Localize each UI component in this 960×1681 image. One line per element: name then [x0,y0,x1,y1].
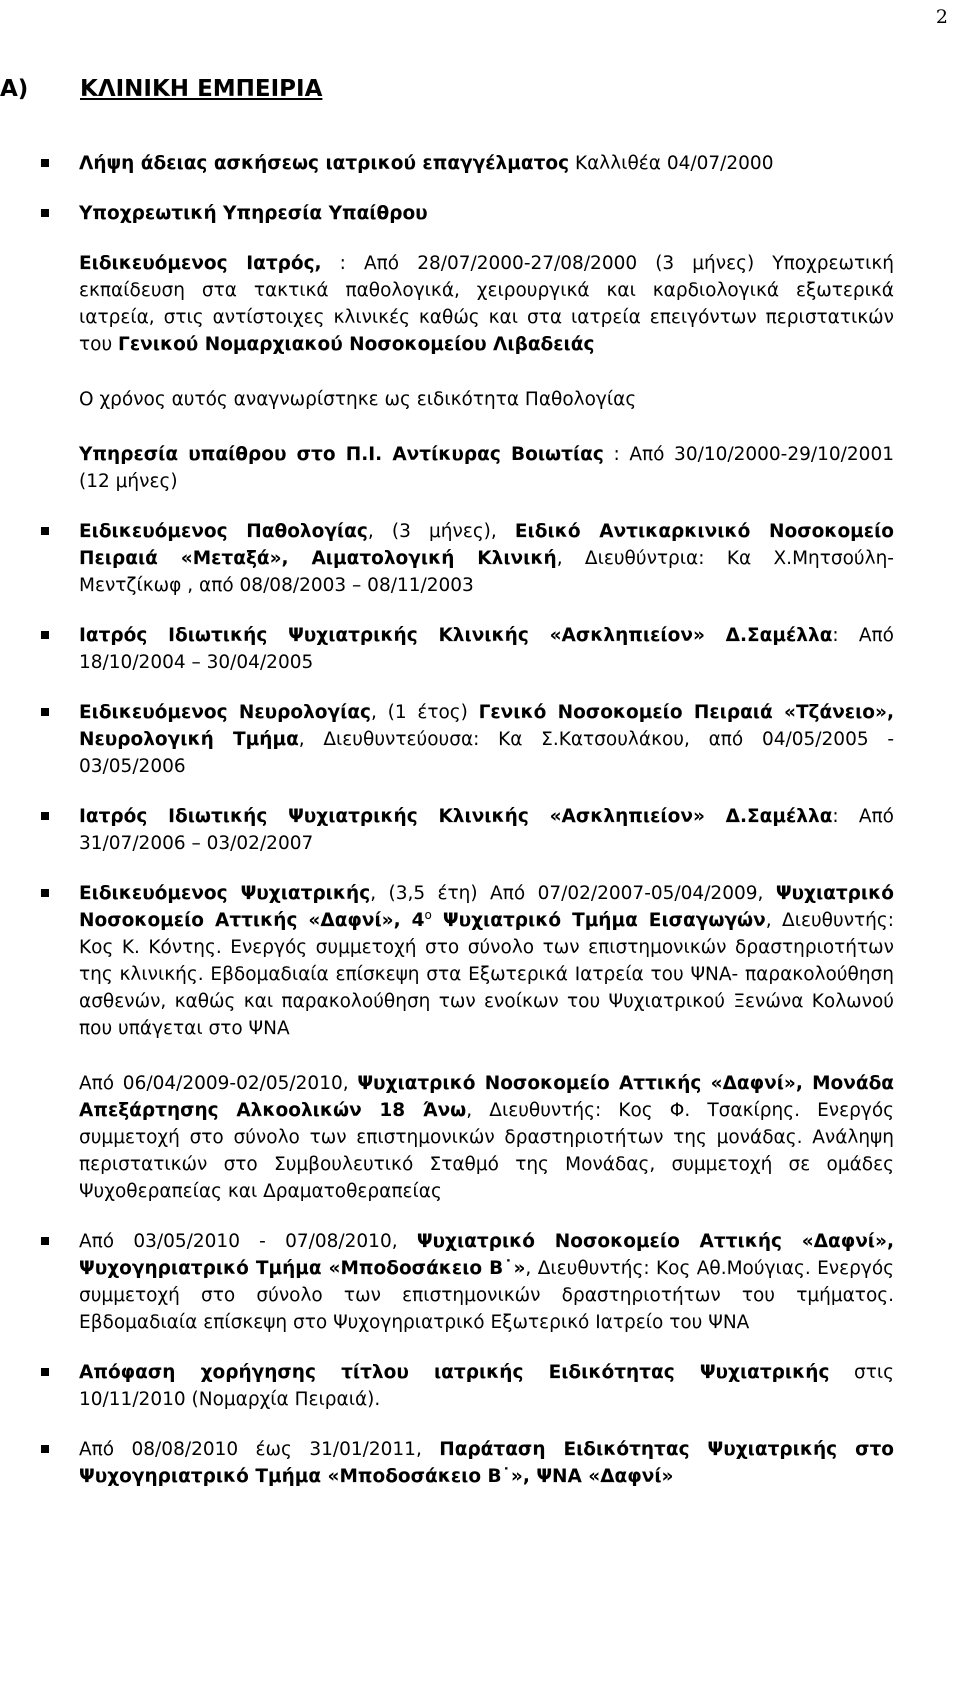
entry-text: : Από 31/07/2006 – 03/02/2007 [79,806,894,854]
entry-license [79,150,894,177]
entry-text: : Από 28/07/2000-27/08/2000 (3 μήνες) Υποχρεωτική εκπαίδευση στα τακτικά παθολογικά, χειρουργικά και καρδιολογικά εξωτερικά ιατρεία, στις αντίστοιχες κλινικές καθώς και στα ιατρεία επειγόντων περιστατικών του [79,253,894,355]
entry-bold-text: Ψυχιατρικό Τμήμα Εισαγωγών [431,910,766,931]
entry-text: , Διευθυντής: Κος Αθ.Μούγιας. Ενεργός συμμετοχή στο σύνολο των επιστημονικών δραστηριοτήτων του τμήματος. Εβδομαδιαία επίσκεψη στο Ψυχογηριατρικό Εξωτερικό Ιατρείο του ΨΝΑ [79,1258,894,1333]
entry-bold-text: Λήψη άδειας ασκήσεως ιατρικού επαγγέλματος [79,153,570,174]
entry-pathology-residency [79,518,894,599]
entry-bold-text: Ειδικευόμενος Ιατρός, [79,253,322,274]
entry-text: , (1 έτος) [371,702,479,723]
entry-bold-text: Ψυχιατρικό Νοσοκομείο Αττικής «Δαφνί», 4 [79,883,894,931]
entry-psychiatry-residency [79,880,894,1205]
entry-text: Καλλιθέα 04/07/2000 [569,153,774,174]
entry-bold-text: Υπηρεσία υπαίθρου στο Π.Ι. Αντίκυρας Βοιωτίας [79,444,604,465]
entry-text: Από 08/08/2010 έως 31/01/2011, [79,1439,440,1460]
entry-text: : Από 30/10/2000-29/10/2001 (12 μήνες) [79,444,894,492]
entry-bold-text: Απόφαση χορήγησης τίτλου ιατρικής Ειδικότητας Ψυχιατρικής [79,1362,830,1383]
page-number: 2 [935,6,948,28]
entry-bold-text: Παράταση Ειδικότητας Ψυχιατρικής στο Ψυχογηριατρικό Τμήμα «Μποδοσάκειο Β˙», ΨΝΑ «Δαφνί» [79,1439,894,1487]
ordinal-superscript: ο [424,908,432,922]
section-heading [0,76,322,103]
section-title: ΚΛΙΝΙΚΗ ΕΜΠΕΙΡΙΑ [80,76,323,102]
entry-psychogeriatric [79,1228,894,1336]
section-letter: A) [0,76,29,102]
entry-private-clinic-2 [79,803,894,857]
entry-text: Από 03/05/2010 - 07/08/2010, [79,1231,417,1252]
entry-text: : Από 18/10/2004 – 30/04/2005 [79,625,894,673]
entry-bold-text: Ειδικό Αντικαρκινικό Νοσοκομείο Πειραιά «Μεταξά», Αιματολογική Κλινική [79,521,894,569]
entry-bold-text: Ψυχιατρικό Νοσοκομείο Αττικής «Δαφνί», Ψυχογηριατρικό Τμήμα «Μποδοσάκειο Β˙» [79,1231,894,1279]
entry-bold-text: Ειδικευόμενος Νευρολογίας [79,702,372,723]
entry-bold-text: Ειδικευόμενος Παθολογίας [79,521,368,542]
entry-specialty-title [79,1359,894,1413]
entry-text: Ο χρόνος αυτός αναγνωρίστηκε ως ειδικότητα Παθολογίας [79,389,637,410]
entry-bold-text: Ιατρός Ιδιωτικής Ψυχιατρικής Κλινικής «Ασκληπιείον» Δ.Σαμέλλα [79,625,833,646]
entry-bold-text: Υποχρεωτική Υπηρεσία Υπαίθρου [79,203,428,224]
entry-text: , Διευθυντεύουσα: Κα Σ.Κατσουλάκου, από 04/05/2005 - 03/05/2006 [79,729,895,777]
entry-bold-text: Ψυχιατρικό Νοσοκομείο Αττικής «Δαφνί», Μονάδα Απεξάρτησης Αλκοολικών 18 Άνω [79,1073,894,1121]
entry-private-clinic-1 [79,622,894,676]
entry-text: , Διευθυντής: Κος Κ. Κόντης. Ενεργός συμμετοχή στο σύνολο των επιστημονικών δραστηριοτήτων της κλινικής. Εβδομαδιαία επίσκεψη στα Εξωτερικά Ιατρεία του ΨΝΑ- παρακολούθηση ασθενών, καθώς και παρακολούθηση των ενοίκων του Ψυχιατρικού Ξενώνα Κολωνού που υπάγεται στο ΨΝΑ [79,910,894,1039]
entry-bold-text: Γενικό Νοσοκομείο Πειραιά «Τζάνειο», Νευρολογική Τμήμα [79,702,894,750]
entry-bold-text: Ιατρός Ιδιωτικής Ψυχιατρικής Κλινικής «Ασκληπιείον» Δ.Σαμέλλα [79,806,833,827]
entry-text: , (3,5 έτη) Από 07/02/2007-05/04/2009, [370,883,776,904]
entry-bold-text: Γενικού Νομαρχιακού Νοσοκομείου Λιβαδειάς [118,334,595,355]
entry-rural-service [79,200,894,227]
entry-neurology-residency [79,699,894,780]
entry-text: , Διευθυντής: Κος Φ. Τσακίρης. Ενεργός συμμετοχή στο σύνολο των επιστημονικών δραστηριοτήτων της μονάδας. Ανάληψη περιστατικών στο Συμβουλευτικό Σταθμό της Μονάδας, συμμετοχή σε ομάδες Ψυχοθεραπείας και Δραματοθεραπείας [79,1100,894,1202]
entry-text: , Διευθύντρια: Κα Χ.Μητσούλη-Μεντζίκωφ , από 08/08/2003 – 08/11/2003 [79,548,894,596]
entry-specialty-extension [79,1436,894,1490]
entry-text: , (3 μήνες), [367,521,515,542]
entry-rural-details [79,250,894,495]
entry-text: στις 10/11/2010 (Νομαρχία Πειραιά). [79,1362,894,1410]
entry-text: Από 06/04/2009-02/05/2010, [79,1073,358,1094]
entry-bold-text: Ειδικευόμενος Ψυχιατρικής [79,883,371,904]
clinical-experience-list [79,150,894,1490]
